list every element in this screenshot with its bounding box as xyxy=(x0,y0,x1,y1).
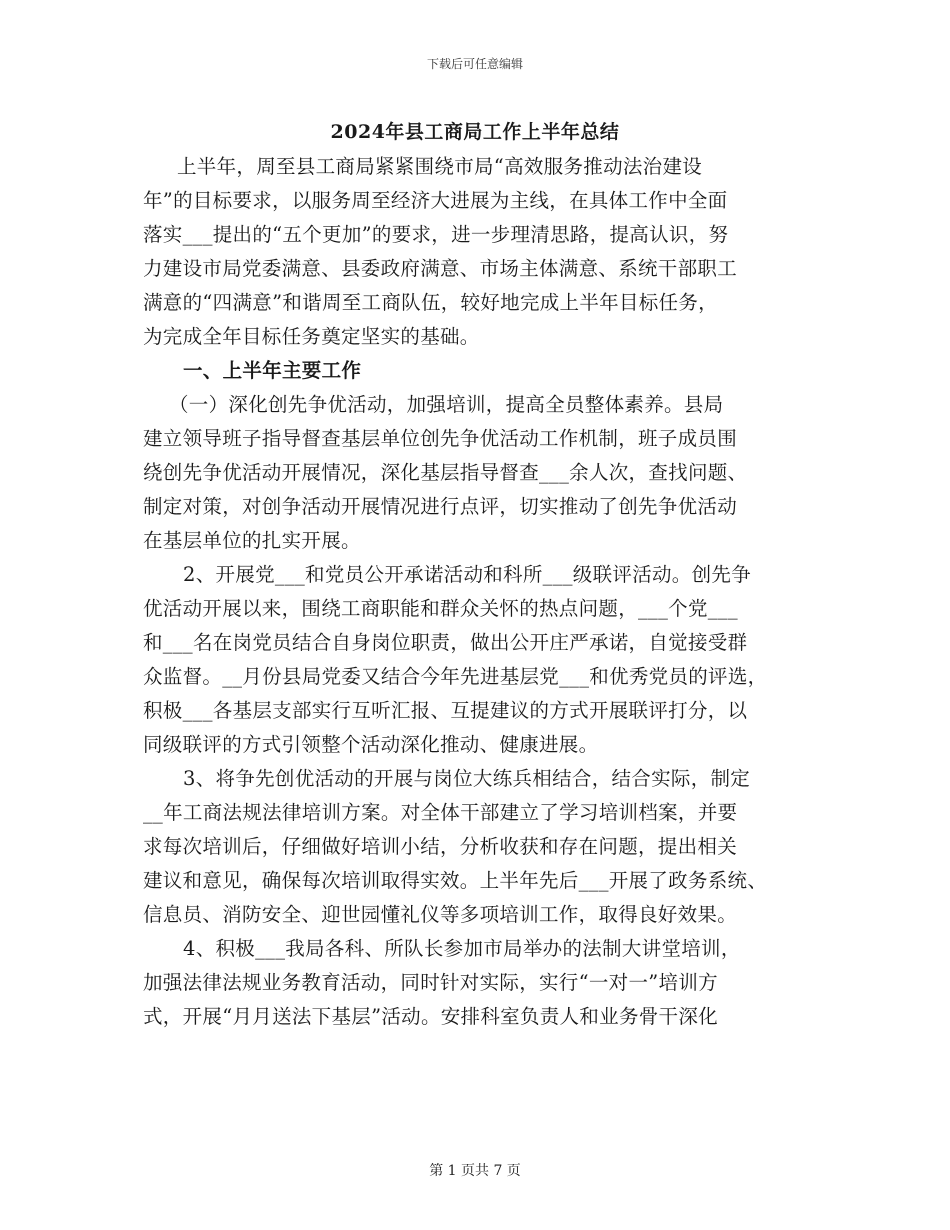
paragraph-line: 为完成全年目标任务奠定坚实的基础。 xyxy=(143,325,480,348)
section-heading: 一、上半年主要工作 xyxy=(183,359,362,382)
paragraph-line: 4、积极___我局各科、所队长参加市局举办的法制大讲堂培训， xyxy=(183,937,741,960)
page-footer: 第 1 页共 7 页 xyxy=(429,1163,521,1179)
paragraph-line: 落实___提出的“五个更加”的要求，进一步理清思路，提高认识，努 xyxy=(143,223,729,246)
paragraph-line: 优活动开展以来，围绕工商职能和群众关怀的热点问题，___个党___ xyxy=(143,597,738,620)
page-header: 下载后可任意编辑 xyxy=(426,57,523,71)
paragraph-line: 众监督。__月份县局党委又结合今年先进基层党___和优秀党员的评选， xyxy=(143,665,768,688)
paragraph-line: 上半年，周至县工商局紧紧围绕市局“高效服务推动法治建设 xyxy=(177,155,703,178)
document-title: 2024年县工商局工作上半年总结 xyxy=(330,121,620,143)
paragraph-line: 力建设市局党委满意、县委政府满意、市场主体满意、系统干部职工 xyxy=(143,257,738,280)
paragraph-line: 式，开展“月月送法下基层”活动。安排科室负责人和业务骨干深化 xyxy=(143,1005,718,1028)
paragraph-line: 3、将争先创优活动的开展与岗位大练兵相结合，结合实际，制定 xyxy=(183,767,751,790)
paragraph-line: 2、开展党___和党员公开承诺活动和科所___级联评活动。创先争 xyxy=(183,563,752,586)
paragraph-line: 建立领导班子指导督查基层单位创先争优活动工作机制，班子成员围 xyxy=(143,427,738,450)
paragraph-line: 求每次培训后，仔细做好培训小结，分析收获和存在问题，提出相关 xyxy=(143,835,738,858)
paragraph-line: 加强法律法规业务教育活动，同时针对实际，实行“一对一”培训方 xyxy=(143,971,718,994)
paragraph-line: 在基层单位的扎实开展。 xyxy=(143,529,361,552)
paragraph-line: 和___名在岗党员结合自身岗位职责，做出公开庄严承诺，自觉接受群 xyxy=(143,631,748,654)
paragraph-line: 信息员、消防安全、迎世园懂礼仪等多项培训工作，取得良好效果。 xyxy=(143,903,738,926)
document-body xyxy=(143,150,823,1034)
paragraph-line: 制定对策，对创争活动开展情况进行点评，切实推动了创先争优活动 xyxy=(143,495,738,518)
paragraph-line: （一）深化创先争优活动，加强培训，提高全员整体素养。县局 xyxy=(169,393,724,416)
paragraph-line: 同级联评的方式引领整个活动深化推动、健康进展。 xyxy=(143,733,599,756)
paragraph-line: 满意的“四满意”和谐周至工商队伍，较好地完成上半年目标任务， xyxy=(143,291,718,314)
paragraph-line: __年工商法规法律培训方案。对全体干部建立了学习培训档案，并要 xyxy=(143,801,738,824)
paragraph-line: 年”的目标要求，以服务周至经济大进展为主线，在具体工作中全面 xyxy=(143,189,728,212)
paragraph-line: 积极___各基层支部实行互听汇报、互提建议的方式开展联评打分，以 xyxy=(143,699,748,722)
paragraph-line: 绕创先争优活动开展情况，深化基层指导督查___余人次，查找问题、 xyxy=(143,461,748,484)
paragraph-line: 建议和意见，确保每次培训取得实效。上半年先后___开展了政务系统、 xyxy=(143,869,768,892)
